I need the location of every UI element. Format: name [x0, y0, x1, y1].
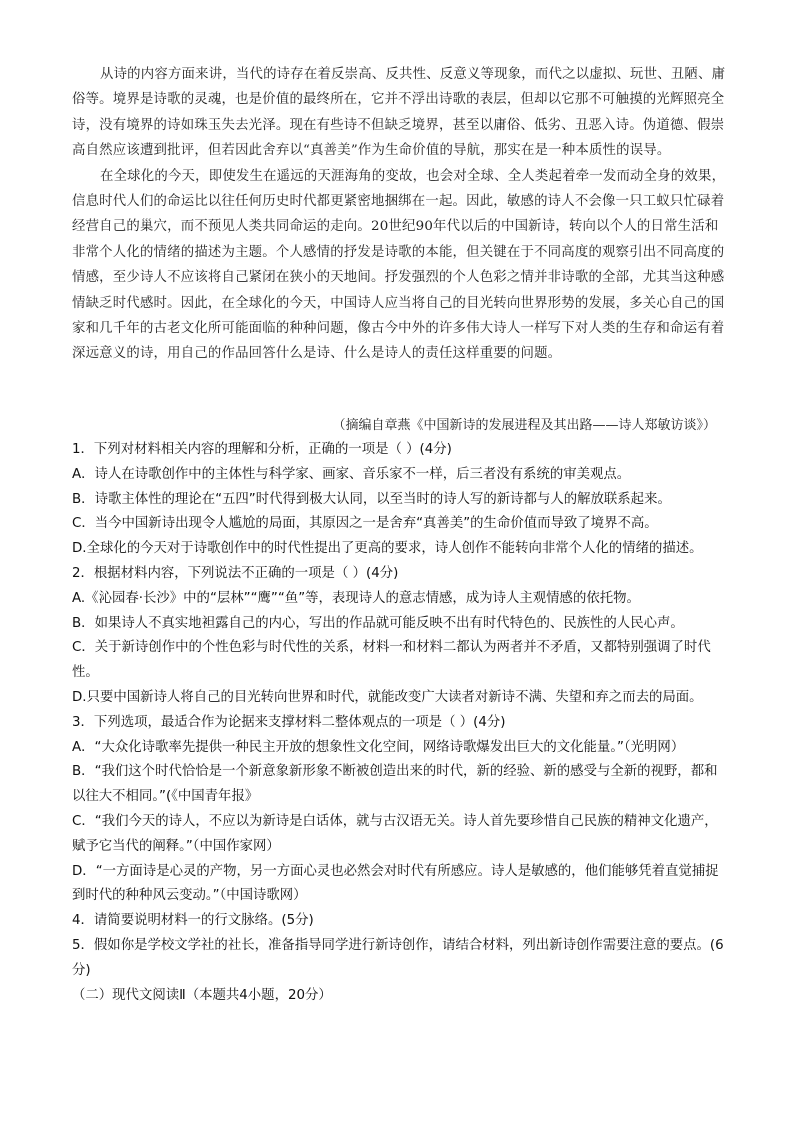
reading-passage	[72, 62, 726, 367]
question-2-stem: 2．根据材料内容，下列说法不正确的一项是（ ）(4分)	[72, 565, 399, 581]
question-1-option-b: B．诗歌主体性的理论在“五四”时代得到极大认同，以至当时的诗人写的新诗都与人的解放联系起来。	[72, 491, 671, 507]
question-5-stem: 5．假如你是学校文学社的社长，准备指导同学进行新诗创作，请结合材料，列出新诗创作需要注意的要点。(6分)	[72, 937, 724, 978]
question-2-option-a: A.《沁园春·长沙》中的“层林”“鹰”“鱼”等，表现诗人的意志情感，成为诗人主观情感的依托物。	[72, 590, 640, 606]
question-list	[72, 438, 730, 1008]
question-1-option-c: C．当今中国新诗出现令人尴尬的局面，其原因之一是舍弃“真善美”的生命价值而导致了境界不高。	[72, 516, 658, 532]
question-3-option-a: A．“大众化诗歌率先提供一种民主开放的想象性文化空间，网络诗歌爆发出巨大的文化能量。”（光明网）	[72, 739, 685, 755]
question-3-option-c: C．“我们今天的诗人，不应以为新诗是白话体，就与古汉语无关。诗人首先要珍惜自己民族的精神文化遗产，赋予它当代的阐释。”（中国作家网）	[72, 813, 718, 854]
section-heading: （二）现代文阅读Ⅱ（本题共4小题，20分）	[72, 987, 332, 1003]
question-1-option-a: A．诗人在诗歌创作中的主体性与科学家、画家、音乐家不一样，后三者没有系统的审美观点。	[72, 466, 631, 482]
question-1-option-d: D.全球化的今天对于诗歌创作中的时代性提出了更高的要求，诗人创作不能转向非常个人化的情绪的描述。	[72, 541, 703, 557]
question-3-option-d: D．“一方面诗是心灵的产物，另一方面心灵也必然会对时代有所感应。诗人是敏感的，他们能够凭着直觉捕捉到时代的种种风云变动。”（中国诗歌网）	[72, 863, 719, 904]
question-2-option-b: B．如果诗人不真实地袒露自己的内心，写出的作品就可能反映不出有时代特色的、民族性的人民心声。	[72, 615, 684, 631]
question-3-stem: 3．下列选项，最适合作为论据来支撑材料二整体观点的一项是（ ）(4分)	[72, 714, 506, 730]
passage-paragraph-2: 在全球化的今天，即使发生在遥远的天涯海角的变故，也会对全球、全人类起着牵一发而动全身的效果，信息时代人们的命运比以往任何历史时代都更紧密地捆绑在一起。因此，敏感的诗人不会像一只工蚁只忙碌着经营自己的巢穴，而不预见人类共同命运的走向。20世纪90年代以后的中国新诗，转向以个人的日常生活和非常个人化的情绪的描述为主题。个人感情的抒发是诗歌的本能，但关键在于不同高度的观察引出不同高度的情感，至少诗人不应该将自己紧闭在狭小的天地间。抒发强烈的个人色彩之情并非诗歌的全部，尤其当这种感情缺乏时代感时。因此，在全球化的今天，中国诗人应当将自己的目光转向世界形势的发展，多关心自己的国家和几千年的古老文化所可能面临的种种问题，像古今中外的许多伟大诗人一样写下对人类的生存和命运有着深远意义的诗，用自己的作品回答什么是诗、什么是诗人的责任这样重要的问题。	[72, 168, 726, 362]
passage-paragraph-1: 从诗的内容方面来讲，当代的诗存在着反崇高、反共性、反意义等现象，而代之以虚拟、玩世、丑陋、庸俗等。境界是诗歌的灵魂，也是价值的最终所在，它并不浮出诗歌的表层，但却以它那不可触摸的光辉照亮全诗，没有境界的诗如珠玉失去光泽。现在有些诗不但缺乏境界，甚至以庸俗、低劣、丑恶入诗。伪道德、假崇高自然应该遭到批评，但若因此舍弃以“真善美”作为生命价值的导航，那实在是一种本质性的误导。	[72, 67, 726, 159]
question-2-option-c: C．关于新诗创作中的个性色彩与时代性的关系，材料一和材料二都认为两者并不矛盾，又都特别强调了时代性。	[72, 640, 711, 681]
question-1-stem: 1．下列对材料相关内容的理解和分析，正确的一项是（ ）(4分)	[72, 442, 452, 457]
question-4-stem: 4．请简要说明材料一的行文脉络。(5分)	[72, 913, 314, 929]
question-2-option-d: D.只要中国新诗人将自己的目光转向世界和时代，就能改变广大读者对新诗不满、失望和弃之而去的局面。	[72, 689, 703, 705]
question-3-option-b: B．“我们这个时代恰恰是一个新意象新形象不断被创造出来的时代，新的经验、新的感受与全新的视野，都和以往大不相同。”(《中国青年报》	[72, 764, 718, 805]
passage-source: （摘编自章燕《中国新诗的发展进程及其出路——诗人郑敏访谈》）	[332, 418, 716, 433]
